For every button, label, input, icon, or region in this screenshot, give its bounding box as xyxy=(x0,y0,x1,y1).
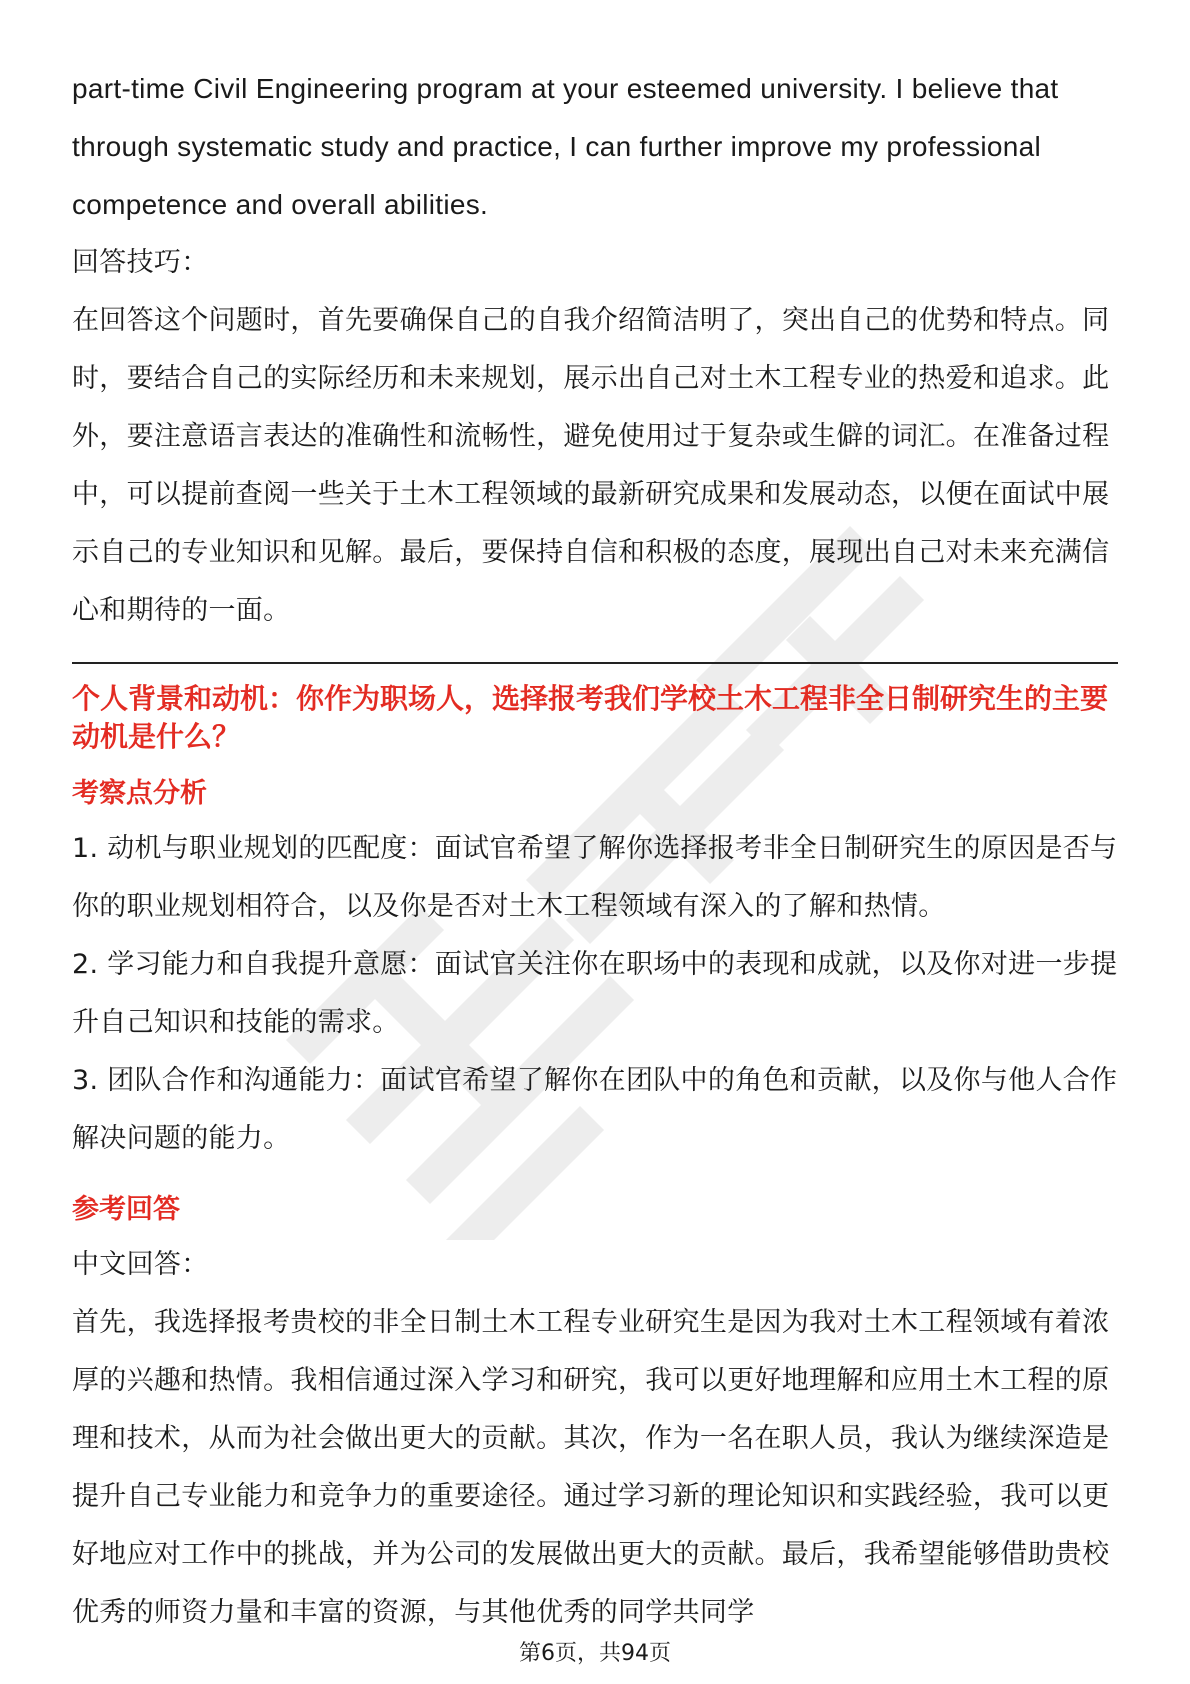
question-title: 个人背景和动机：你作为职场人，选择报考我们学校土木工程非全日制研究生的主要动机是什么？ xyxy=(72,682,1109,753)
section-divider xyxy=(72,662,1118,664)
analysis-item-text: 1. 动机与职业规划的匹配度：面试官希望了解你选择报考非全日制研究生的原因是否与你的职业规划相符合，以及你是否对土木工程领域有深入的了解和热情。 xyxy=(72,833,1118,922)
analysis-heading: 考察点分析 xyxy=(72,778,207,809)
analysis-item-text: 3. 团队合作和沟通能力：面试官希望了解你在团队中的角色和贡献，以及你与他人合作解决问题的能力。 xyxy=(72,1065,1118,1154)
chinese-answer-text: 首先，我选择报考贵校的非全日制土木工程专业研究生是因为我对土木工程领域有着浓厚的兴趣和热情。我相信通过深入学习和研究，我可以更好地理解和应用土木工程的原理和技术，从而为社会做出更大的贡献。其次，作为一名在职人员，我认为继续深造是提升自己专业能力和竞争力的重要途径。通过学习新的理论知识和实践经验，我可以更好地应对工作中的挑战，并为公司的发展做出更大的贡献。最后，我希望能够借助贵校优秀的师资力量和丰富的资源，与其他优秀的同学共同学 xyxy=(72,1307,1110,1628)
analysis-item xyxy=(72,1052,1118,1168)
page-footer: 第6页，共94页 xyxy=(519,1641,671,1666)
tips-label: 回答技巧： xyxy=(72,247,209,278)
tips-text: 在回答这个问题时，首先要确保自己的自我介绍简洁明了，突出自己的优势和特点。同时，要结合自己的实际经历和未来规划，展示出自己对土木工程专业的热爱和追求。此外，要注意语言表达的准确性和流畅性，避免使用过于复杂或生僻的词汇。在准备过程中，可以提前查阅一些关于土木工程领域的最新研究成果和发展动态，以便在面试中展示自己的专业知识和见解。最后，要保持自信和积极的态度，展现出自己对未来充满信心和期待的一面。 xyxy=(72,305,1110,626)
reference-heading: 参考回答 xyxy=(72,1194,180,1225)
chinese-answer-label: 中文回答： xyxy=(72,1249,209,1280)
analysis-item xyxy=(72,936,1118,1052)
analysis-item xyxy=(72,820,1118,936)
document-page xyxy=(72,60,1118,1642)
english-answer-continuation: part-time Civil Engineering program at your esteemed university. I believe that through systematic study and practice, I can further improve my professional competence and overall abilities. xyxy=(72,73,1059,220)
analysis-item-text: 2. 学习能力和自我提升意愿：面试官关注你在职场中的表现和成就，以及你对进一步提升自己知识和技能的需求。 xyxy=(72,949,1118,1038)
